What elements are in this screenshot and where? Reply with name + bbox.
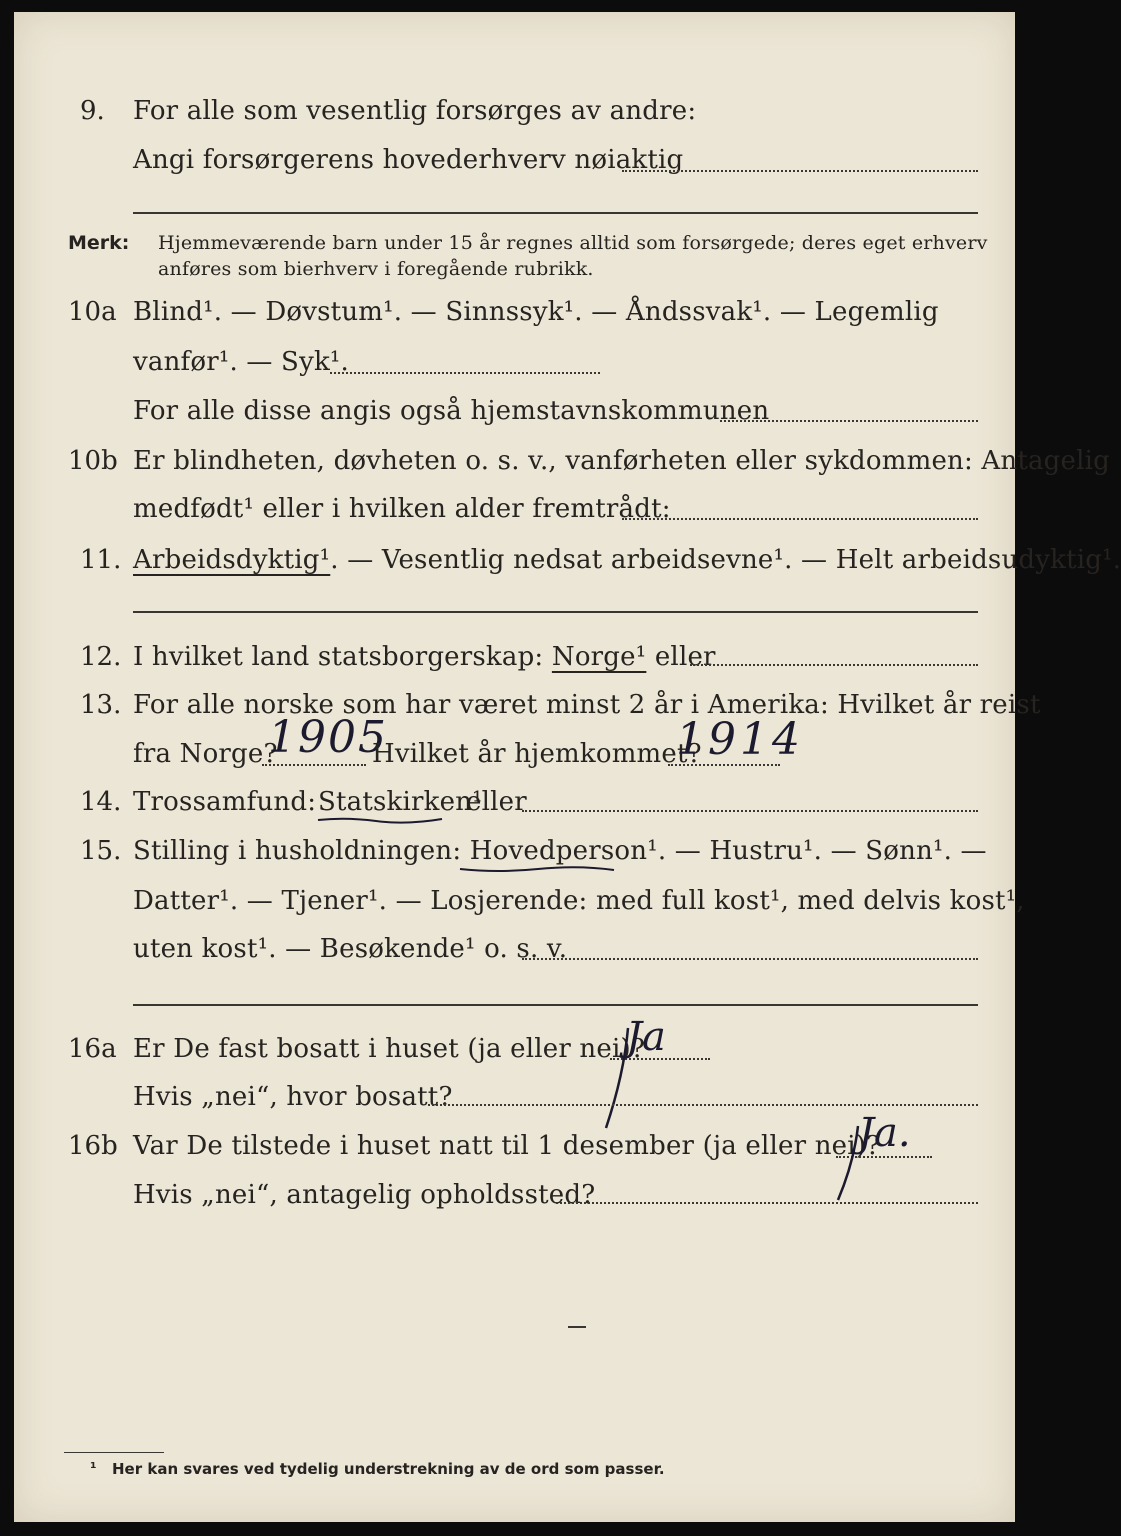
q15-other-options: . — Hustru¹. — Sønn¹. —	[657, 836, 987, 866]
q15-text-line3: uten kost¹. — Besøkende¹ o. s. v.	[133, 934, 568, 964]
q13-text-line1: For alle norske som har været minst 2 år i Amerika: Hvilket år reist	[133, 690, 1041, 720]
q11-selected-option[interactable]: Arbeidsdyktig¹	[133, 545, 331, 575]
q13-reist-field[interactable]	[262, 764, 366, 766]
q10a-text-line2: vanfør¹. — Syk¹.	[133, 347, 349, 377]
q15-text-line2: Datter¹. — Tjener¹. — Losjerende: med full kost¹, med delvis kost¹,	[133, 886, 1025, 916]
q12-question: I hvilket land statsborgerskap:	[133, 642, 544, 672]
q12-text	[133, 642, 716, 672]
question-number-16b: 16b	[68, 1131, 118, 1161]
q16b-text-line2: Hvis „nei“, antagelig opholdssted?	[133, 1180, 596, 1210]
question-number-12: 12.	[80, 642, 122, 672]
question-number-16a: 16a	[68, 1034, 117, 1064]
question-number-10b: 10b	[68, 446, 118, 476]
merk-text-line2: anføres som bierhverv i foregående rubrikk.	[158, 258, 594, 280]
q12-eller: eller	[654, 642, 716, 672]
q15-answer-field[interactable]	[522, 958, 978, 960]
question-number-10a: 10a	[68, 297, 117, 327]
question-number-11: 11.	[80, 545, 122, 575]
q16b-handwritten-stroke	[826, 1122, 866, 1204]
question-number-13: 13.	[80, 690, 122, 720]
q10b-answer-field[interactable]	[622, 518, 978, 520]
q14-underline-stroke	[316, 814, 446, 826]
q15-underline-stroke	[458, 864, 618, 876]
q16a-text-line2: Hvis „nei“, hvor bosatt?	[133, 1082, 453, 1112]
q14-statskirken-option[interactable]: Statskirken¹	[318, 787, 483, 817]
question-number-14: 14.	[80, 787, 122, 817]
q11-other-options: . — Vesentlig nedsat arbeidsevne¹. — Helt arbeidsudyktig¹.	[330, 545, 1121, 575]
q13-hjemkommet-label: Hvilket år hjemkommet?	[372, 739, 702, 769]
q9-answer-line[interactable]	[133, 212, 978, 214]
q10a-text-line1: Blind¹. — Døvstum¹. — Sinnssyk¹. — Åndssvak¹. — Legemlig	[133, 297, 939, 327]
q16b-text-line1: Var De tilstede i huset natt til 1 desember (ja eller nei)?	[133, 1131, 881, 1161]
question-number-15: 15.	[80, 836, 122, 866]
q13-hjemkommet-answer[interactable]: 1914	[676, 714, 804, 765]
footnote-separator	[64, 1452, 164, 1453]
q16b-opholdssted-field[interactable]	[556, 1202, 978, 1204]
q16a-text-line1: Er De fast bosatt i huset (ja eller nei)?	[133, 1034, 645, 1064]
q13-reist-label: fra Norge?	[133, 739, 278, 769]
q16b-answer[interactable]: Ja.	[858, 1110, 911, 1156]
merk-label: Merk:	[68, 232, 130, 254]
q12-selected-option[interactable]: Norge¹	[551, 642, 647, 672]
q16a-answer[interactable]: Ja	[626, 1014, 666, 1060]
footnote-text: Her kan svares ved tydelig understrekning av de ord som passer.	[112, 1460, 665, 1478]
q10b-text-line1: Er blindheten, døvheten o. s. v., vanførheten eller sykdommen: Antagelig	[133, 446, 1110, 476]
q10a-syk-field[interactable]	[330, 372, 600, 374]
q13-reist-answer[interactable]: 1905	[268, 712, 388, 763]
q10a-hjemstavn-field[interactable]	[720, 420, 978, 422]
q16a-handwritten-stroke	[598, 1024, 638, 1134]
q11-answer-line[interactable]	[133, 611, 978, 613]
q14-eller: eller	[466, 787, 527, 817]
q16a-bosatt-field[interactable]	[428, 1104, 978, 1106]
q15-label: Stilling i husholdningen:	[133, 836, 462, 866]
q10b-text-line2: medfødt¹ eller i hvilken alder fremtrådt:	[133, 494, 671, 524]
q14-label: Trossamfund:	[133, 787, 317, 817]
q12-answer-field[interactable]	[690, 664, 978, 666]
question-number-9: 9.	[80, 96, 105, 126]
q9-text-line2: Angi forsørgerens hovederhverv nøiaktig	[133, 145, 684, 175]
merk-text-line1: Hjemmeværende barn under 15 år regnes alltid som forsørgede; deres eget erhverv	[158, 232, 988, 254]
q15-answer-line[interactable]	[133, 1004, 978, 1006]
q14-answer-field[interactable]	[522, 810, 978, 812]
footnote-mark: ¹	[90, 1459, 97, 1477]
q15-text-line1	[133, 836, 987, 866]
q15-hovedperson-option[interactable]: Hovedperson¹	[469, 836, 658, 866]
q11-text	[133, 545, 1121, 575]
stray-mark	[568, 1326, 586, 1328]
q9-answer-field[interactable]	[622, 170, 978, 172]
q10a-text-line3: For alle disse angis også hjemstavnskommunen	[133, 396, 770, 426]
q9-text-line1: For alle som vesentlig forsørges av andre:	[133, 96, 697, 126]
